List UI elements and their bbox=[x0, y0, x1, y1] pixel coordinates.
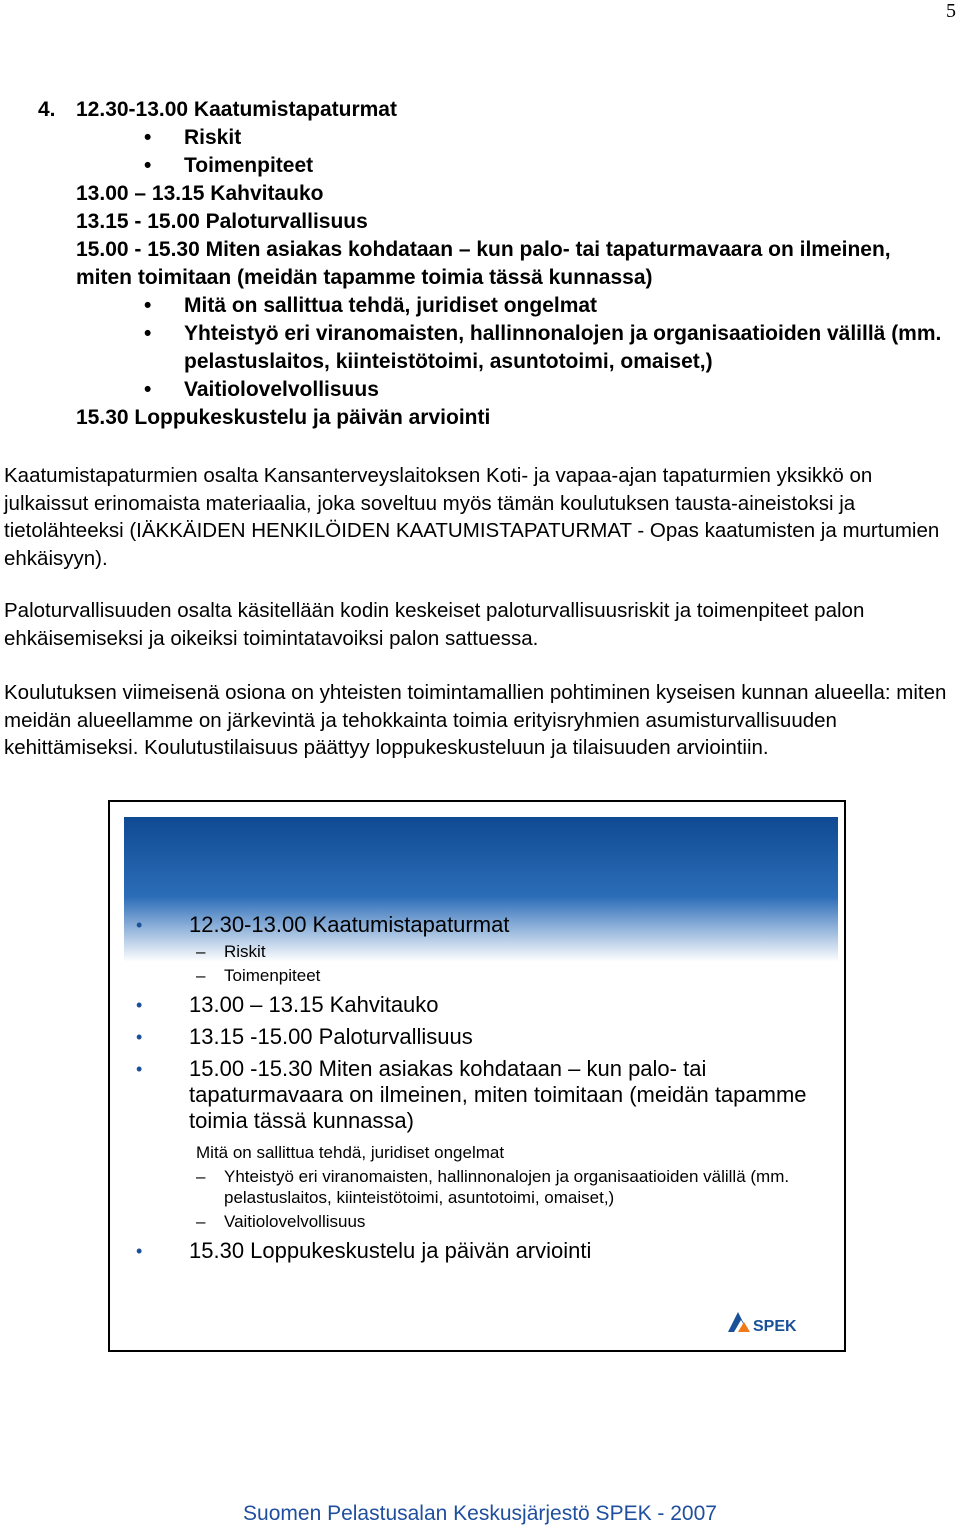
page-number: 5 bbox=[946, 0, 956, 22]
slide-bullet-text: 15.00 -15.30 Miten asiakas kohdataan – kun palo- tai tapaturmavaara on ilmeinen, miten toimitaan (meidän tapamme toimia tässä kunnassa) bbox=[189, 1056, 807, 1133]
paragraph-fire-safety: Paloturvallisuuden osalta käsitellään kodin keskeiset paloturvallisuusriskit ja toimenpiteet palon ehkäisemiseksi ja oikeiksi toimintatavoiksi palon sattuessa. bbox=[4, 599, 865, 650]
agenda-bullet bbox=[38, 376, 948, 404]
bullet-icon: • bbox=[136, 1059, 143, 1079]
bullet-icon: • bbox=[136, 1027, 143, 1047]
agenda-list bbox=[38, 96, 948, 432]
agenda-bullet-text: Yhteistyö eri viranomaisten, hallinnonalojen ja organisaatioiden välillä (mm. pelastuslaitos, kiinteistötoimi, asuntotoimi, omaiset,) bbox=[184, 322, 942, 373]
bullet-icon: • bbox=[136, 995, 143, 1015]
bullet-icon: • bbox=[136, 1241, 143, 1261]
bullet-icon: • bbox=[144, 294, 152, 317]
agenda-item bbox=[38, 96, 948, 124]
agenda-bullet-text: Riskit bbox=[184, 126, 242, 149]
bullet-icon: • bbox=[144, 378, 152, 401]
slide-bullet bbox=[136, 1238, 826, 1264]
slide-subbullet bbox=[136, 965, 826, 986]
dash-icon: – bbox=[196, 942, 206, 961]
slide-content bbox=[136, 906, 826, 1264]
slide-bullet bbox=[136, 912, 826, 938]
agenda-item-number: 4. bbox=[38, 98, 56, 121]
agenda-bullet bbox=[38, 124, 948, 152]
bullet-icon: • bbox=[136, 915, 143, 935]
spek-logo bbox=[724, 1298, 816, 1338]
paragraph-falls: Kaatumistapaturmien osalta Kansanterveyslaitoksen Koti- ja vapaa-ajan tapaturmien yksikkö on julkaissut erinomaista materiaalia, joka soveltuu myös tämän koulutuksen tausta-aineistoksi ja tietolähteeksi (IÄKKÄIDEN HENKILÖIDEN KAATUMISTAPATURMAT - Opas kaatumisten ja murtumien ehkäisyyn). bbox=[4, 464, 940, 570]
agenda-line: 13.00 – 13.15 Kahvitauko bbox=[76, 182, 324, 205]
spek-logo-text: SPEK bbox=[753, 1318, 797, 1335]
slide-subbullet-text: Toimenpiteet bbox=[224, 966, 321, 985]
slide-subbullet-text: Yhteistyö eri viranomaisten, hallinnonalojen ja organisaatioiden välillä (mm. pelastuslaitos, kiinteistötoimi, asuntotoimi, omaiset,) bbox=[224, 1167, 790, 1207]
slide-bullet-text: 13.15 -15.00 Paloturvallisuus bbox=[189, 1024, 473, 1049]
agenda-bullet bbox=[38, 152, 948, 180]
agenda-bullet bbox=[38, 292, 948, 320]
bullet-icon: • bbox=[144, 154, 152, 177]
slide-bullet-text: 15.30 Loppukeskustelu ja päivän arviointi bbox=[189, 1238, 592, 1263]
bullet-icon: • bbox=[144, 126, 152, 149]
slide-bullet-text: 13.00 – 13.15 Kahvitauko bbox=[189, 992, 439, 1017]
slide-image bbox=[108, 800, 846, 1352]
slide-bullet bbox=[136, 992, 826, 1018]
agenda-first-line: 12.30-13.00 Kaatumistapaturmat bbox=[76, 98, 397, 121]
dash-icon: – bbox=[196, 1167, 206, 1186]
page-footer: Suomen Pelastusalan Keskusjärjestö SPEK - 2007 bbox=[243, 1502, 717, 1525]
slide-subbullet-text: Vaitiolovelvollisuus bbox=[224, 1212, 366, 1231]
slide-subbullet bbox=[136, 1166, 826, 1208]
agenda-line: 13.15 - 15.00 Paloturvallisuus bbox=[76, 210, 368, 233]
paragraph-final-session: Koulutuksen viimeisenä osiona on yhteisten toimintamallien pohtiminen kyseisen kunnan alueella: miten meidän alueellamme on järkevintä ja tehokkainta toimia erityisryhmien asumisturvallisuuden kehittämiseksi. Koulutustilaisuus päättyy loppukeskusteluun ja tilaisuuden arviointiin. bbox=[4, 681, 947, 760]
agenda-bullet bbox=[38, 320, 948, 376]
dash-icon: – bbox=[196, 966, 206, 985]
agenda-line: 15.00 - 15.30 Miten asiakas kohdataan – kun palo- tai tapaturmavaara on ilmeinen, miten toimitaan (meidän tapamme toimia tässä kunnassa) bbox=[76, 238, 891, 289]
dash-icon: – bbox=[196, 1212, 206, 1231]
slide-bullet bbox=[136, 1024, 826, 1050]
slide-bullet bbox=[136, 1056, 826, 1134]
bullet-icon: • bbox=[144, 322, 152, 345]
slide-subbullet bbox=[136, 1211, 826, 1232]
slide-subbullet bbox=[136, 941, 826, 962]
agenda-bullet-text: Mitä on sallittua tehdä, juridiset ongelmat bbox=[184, 294, 598, 317]
slide-subbullet-text: Riskit bbox=[224, 942, 266, 961]
agenda-bullet-text: Vaitiolovelvollisuus bbox=[184, 378, 379, 401]
agenda-line: 15.30 Loppukeskustelu ja päivän arviointi bbox=[76, 406, 491, 429]
agenda-bullet-text: Toimenpiteet bbox=[184, 154, 314, 177]
slide-bullet-text: 12.30-13.00 Kaatumistapaturmat bbox=[189, 912, 510, 937]
slide-subtext: Mitä on sallittua tehdä, juridiset ongelmat bbox=[196, 1143, 505, 1162]
